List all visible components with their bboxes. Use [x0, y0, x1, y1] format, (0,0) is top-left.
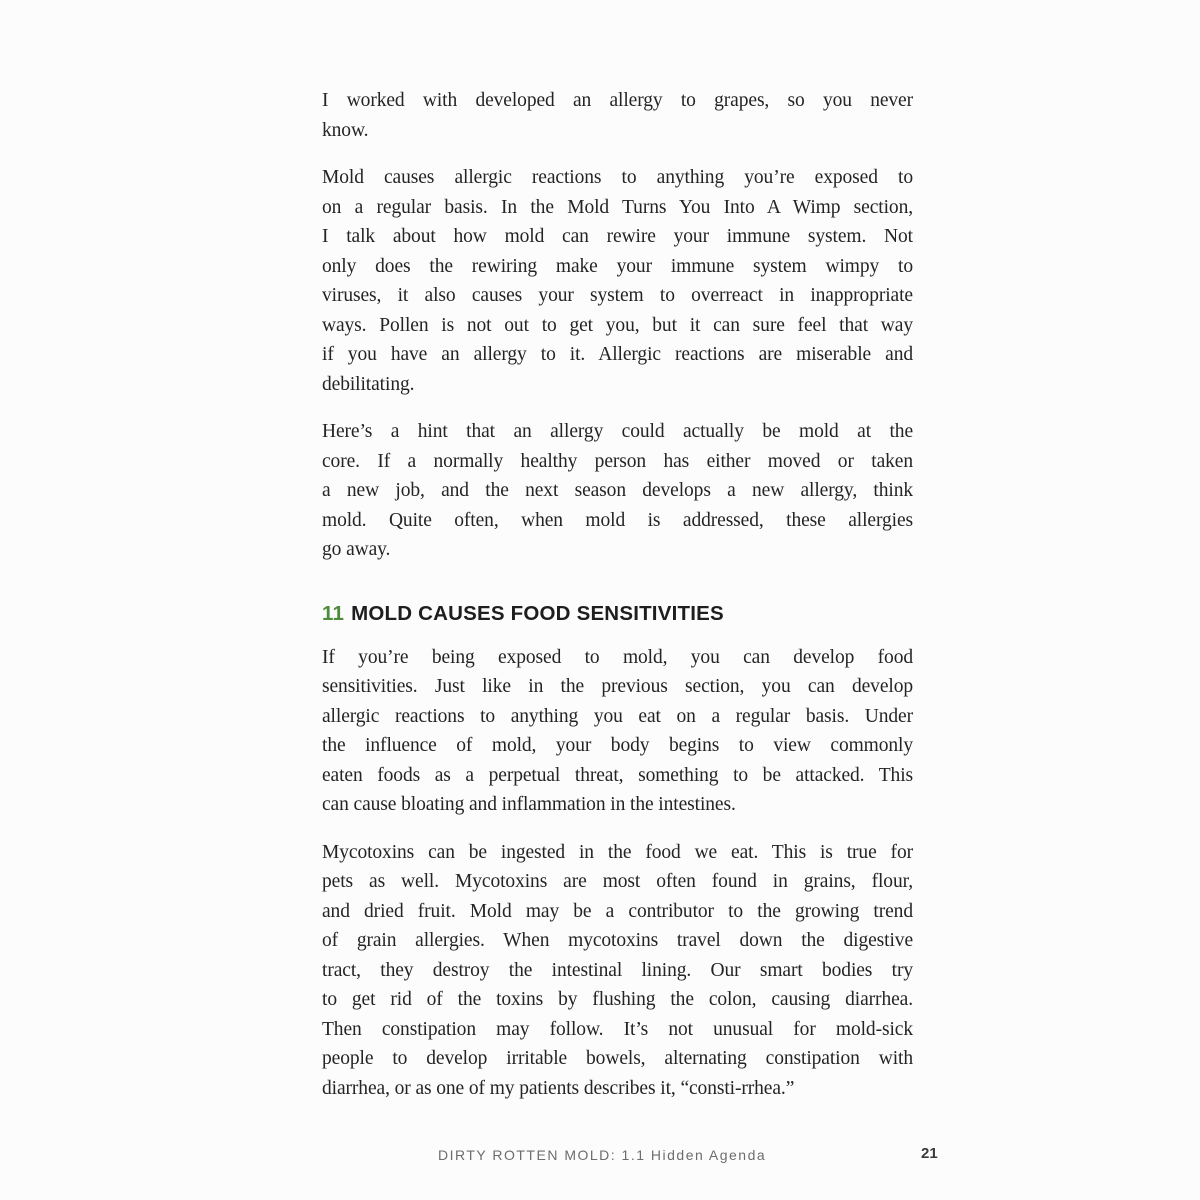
body-paragraph: [322, 643, 913, 820]
section-title: MOLD CAUSES FOOD SENSITIVITIES: [351, 601, 724, 625]
text-line: debilitating.: [322, 373, 415, 395]
text-line: I worked with developed an allergy to grapes, so you never: [322, 90, 913, 111]
text-line: sensitivities. Just like in the previous section, you can develop: [322, 676, 913, 697]
page-number: 21: [921, 1145, 938, 1162]
text-line: of grain allergies. When mycotoxins travel down the digestive: [322, 930, 913, 951]
text-line: to get rid of the toxins by flushing the colon, causing diarrhea.: [322, 989, 913, 1010]
text-line: If you’re being exposed to mold, you can develop food: [322, 646, 913, 668]
section-number: 11: [322, 601, 345, 625]
body-paragraph: [322, 417, 913, 565]
text-line: people to develop irritable bowels, alternating constipation with: [322, 1048, 913, 1069]
text-line: mold. Quite often, when mold is addressed, these allergies: [322, 509, 913, 531]
text-line: the influence of mold, your body begins to view commonly: [322, 735, 913, 756]
text-line: tract, they destroy the intestinal lining. Our smart bodies try: [322, 959, 913, 981]
text-line: allergic reactions to anything you eat on a regular basis. Under: [322, 705, 913, 727]
body-paragraph: [322, 838, 913, 1104]
text-line: if you have an allergy to it. Allergic reactions are miserable and: [322, 344, 913, 365]
text-line: eaten foods as a perpetual threat, something to be attacked. This: [322, 764, 913, 786]
body-paragraph: [322, 86, 913, 145]
text-line: Mold causes allergic reactions to anything you’re exposed to: [322, 167, 913, 188]
section-heading: [322, 601, 913, 627]
text-line: a new job, and the next season develops a new allergy, think: [322, 480, 913, 501]
text-line: I talk about how mold can rewire your immune system. Not: [322, 226, 913, 247]
text-line: ways. Pollen is not out to get you, but it can sure feel that way: [322, 314, 913, 336]
text-line: diarrhea, or as one of my patients describes it, “consti-rrhea.”: [322, 1077, 795, 1099]
text-line: only does the rewiring make your immune system wimpy to: [322, 255, 913, 277]
text-line: pets as well. Mycotoxins are most often found in grains, flour,: [322, 871, 913, 892]
text-line: core. If a normally healthy person has either moved or taken: [322, 450, 913, 472]
text-line: can cause bloating and inflammation in the intestines.: [322, 794, 736, 815]
text-line: go away.: [322, 539, 391, 560]
text-line: Then constipation may follow. It’s not unusual for mold-sick: [322, 1018, 913, 1040]
text-line: on a regular basis. In the Mold Turns You Into A Wimp section,: [322, 196, 913, 218]
body-paragraph: [322, 163, 913, 399]
text-column: [322, 86, 913, 1121]
text-line: and dried fruit. Mold may be a contributor to the growing trend: [322, 900, 913, 922]
running-head: DIRTY ROTTEN MOLD: 1.1 Hidden Agenda: [438, 1147, 767, 1163]
text-line: viruses, it also causes your system to overreact in inappropriate: [322, 285, 913, 306]
text-line: know.: [322, 119, 369, 141]
text-line: Mycotoxins can be ingested in the food we eat. This is true for: [322, 841, 913, 863]
text-line: Here’s a hint that an allergy could actually be mold at the: [322, 421, 913, 442]
